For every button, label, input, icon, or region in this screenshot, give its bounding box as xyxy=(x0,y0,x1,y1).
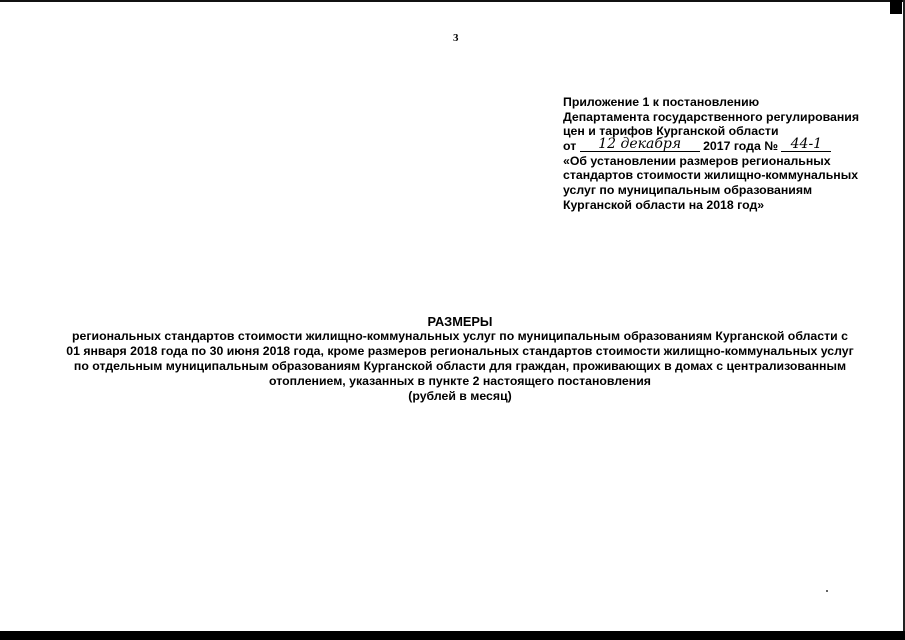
scan-border-top xyxy=(0,0,905,2)
subject-line-4: Курганской области на 2018 год» xyxy=(563,197,765,212)
appendix-line-3: цен и тарифов Курганской области xyxy=(563,124,779,139)
title-block xyxy=(40,314,880,404)
page-number: 3 xyxy=(453,32,459,44)
subject-line-3: услуг по муниципальным образованиям xyxy=(563,182,813,197)
scan-edge-mark xyxy=(890,0,902,14)
appendix-line-2: Департамента государственного регулирования xyxy=(563,109,859,124)
appendix-block xyxy=(563,95,893,212)
document-heading: РАЗМЕРЫ xyxy=(427,314,493,329)
year-text: 2017 года № xyxy=(703,138,778,153)
scan-speck xyxy=(826,590,828,592)
appendix-line-1: Приложение 1 к постановлению xyxy=(563,95,760,109)
title-line-1: региональных стандартов стоимости жилищно-коммунальных услуг по муниципальным образованиям Курганской области с xyxy=(72,329,848,343)
handwritten-date: 12 декабря xyxy=(580,138,700,152)
handwritten-number: 44-1 xyxy=(781,138,831,152)
title-line-4: отоплением, указанных в пункте 2 настоящего постановления xyxy=(269,374,651,388)
appendix-date-line xyxy=(563,135,893,154)
date-prefix: от xyxy=(563,138,577,153)
title-line-2: 01 января 2018 года по 30 июня 2018 года, кроме размеров региональных стандартов стоимости жилищно-коммунальных услуг xyxy=(66,344,854,358)
title-line-3: по отдельным муниципальным образованиям Курганской области для граждан, проживающих в домах с централизованным xyxy=(73,359,847,373)
units-note: (рублей в месяц) xyxy=(408,389,512,403)
subject-line-1: «Об установлении размеров региональных xyxy=(563,153,831,168)
subject-line-2: стандартов стоимости жилищно-коммунальных xyxy=(563,168,859,183)
scan-border-bottom xyxy=(0,631,905,640)
